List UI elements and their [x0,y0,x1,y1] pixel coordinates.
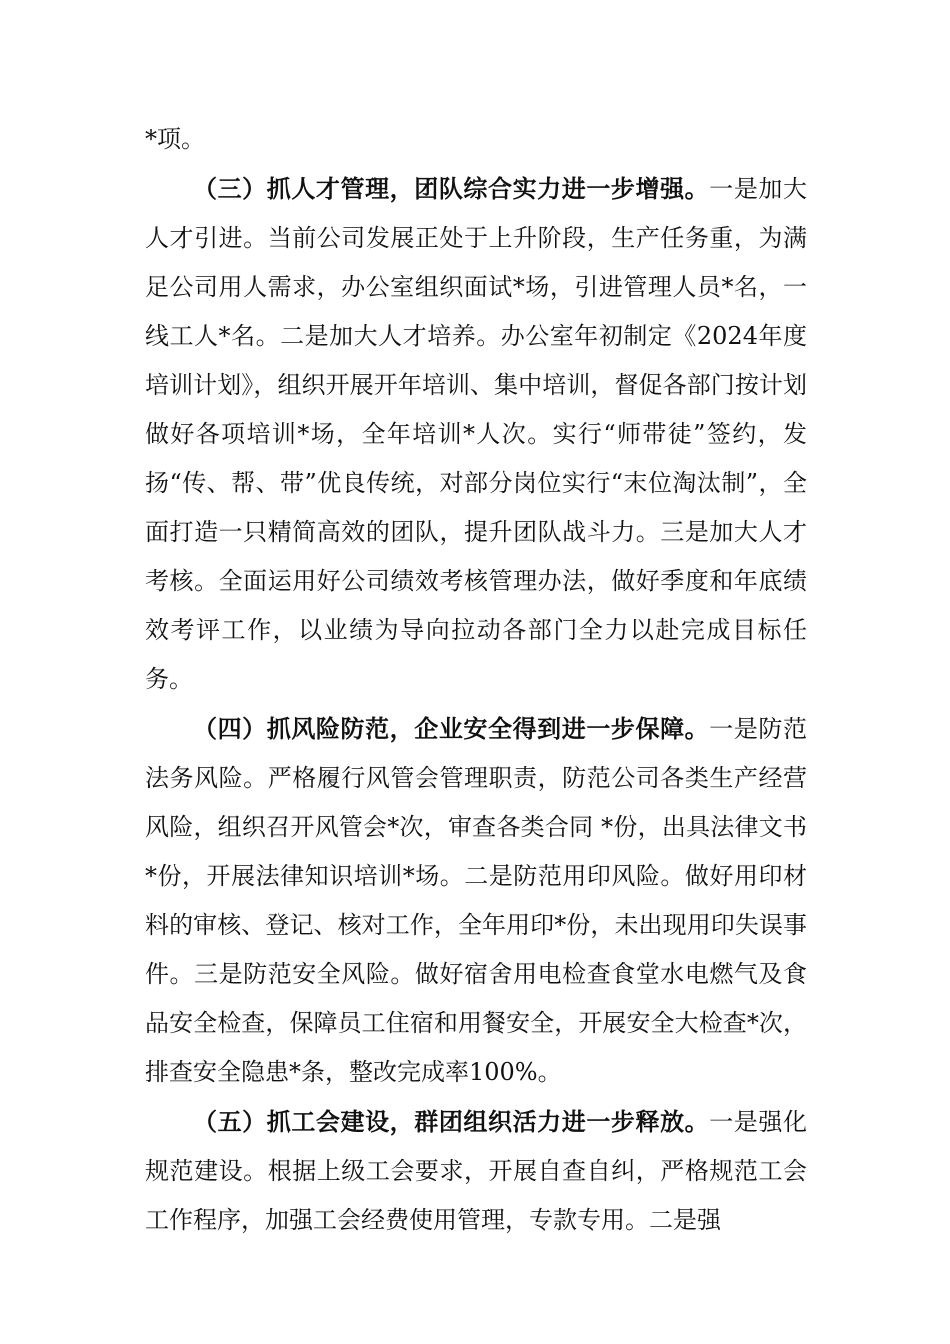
paragraph-risk-prevention [145,704,807,1097]
paragraph-talent-management [145,164,807,704]
paragraph-union-building [145,1097,807,1245]
section-heading: （三）抓人才管理，团队综合实力进一步增强。 [193,174,710,203]
paragraph-text: *项。 [145,125,205,153]
paragraph-text: 一是防范法务风险。严格履行风管会管理职责，防范公司各类生产经营风险，组织召开风管会*次，审查各类合同 *份，出具法律文书*份，开展法律知识培训*场。二是防范用印风险。做好用印材料的审核、登记、核对工作，全年用印*份，未出现用印失误事件。三是防范安全风险。做好宿舍用电检查食堂水电燃气及食品安全检查，保障员工住宿和用餐安全，开展安全大检查*次，排查安全隐患*条，整改完成率100%。 [145,715,807,1086]
document-body [145,115,807,1245]
paragraph-continuation [145,115,807,164]
section-heading: （五）抓工会建设，群团组织活力进一步释放。 [193,1107,710,1136]
paragraph-text: 一是强化规范建设。根据上级工会要求，开展自查自纠，严格规范工会工作程序，加强工会经费使用管理，专款专用。二是强 [145,1108,807,1234]
paragraph-text: 一是加大人才引进。当前公司发展正处于上升阶段，生产任务重，为满足公司用人需求，办公室组织面试*场，引进管理人员*名，一线工人*名。二是加大人才培养。办公室年初制定《2024年度培训计划》，组织开展开年培训、集中培训，督促各部门按计划做好各项培训*场，全年培训*人次。实行“师带徒”签约，发扬“传、帮、带”优良传统，对部分岗位实行“末位淘汰制”，全面打造一只精简高效的团队，提升团队战斗力。三是加大人才考核。全面运用好公司绩效考核管理办法，做好季度和年底绩效考评工作，以业绩为导向拉动各部门全力以赴完成目标任务。 [145,175,807,693]
section-heading: （四）抓风险防范，企业安全得到进一步保障。 [193,714,710,743]
